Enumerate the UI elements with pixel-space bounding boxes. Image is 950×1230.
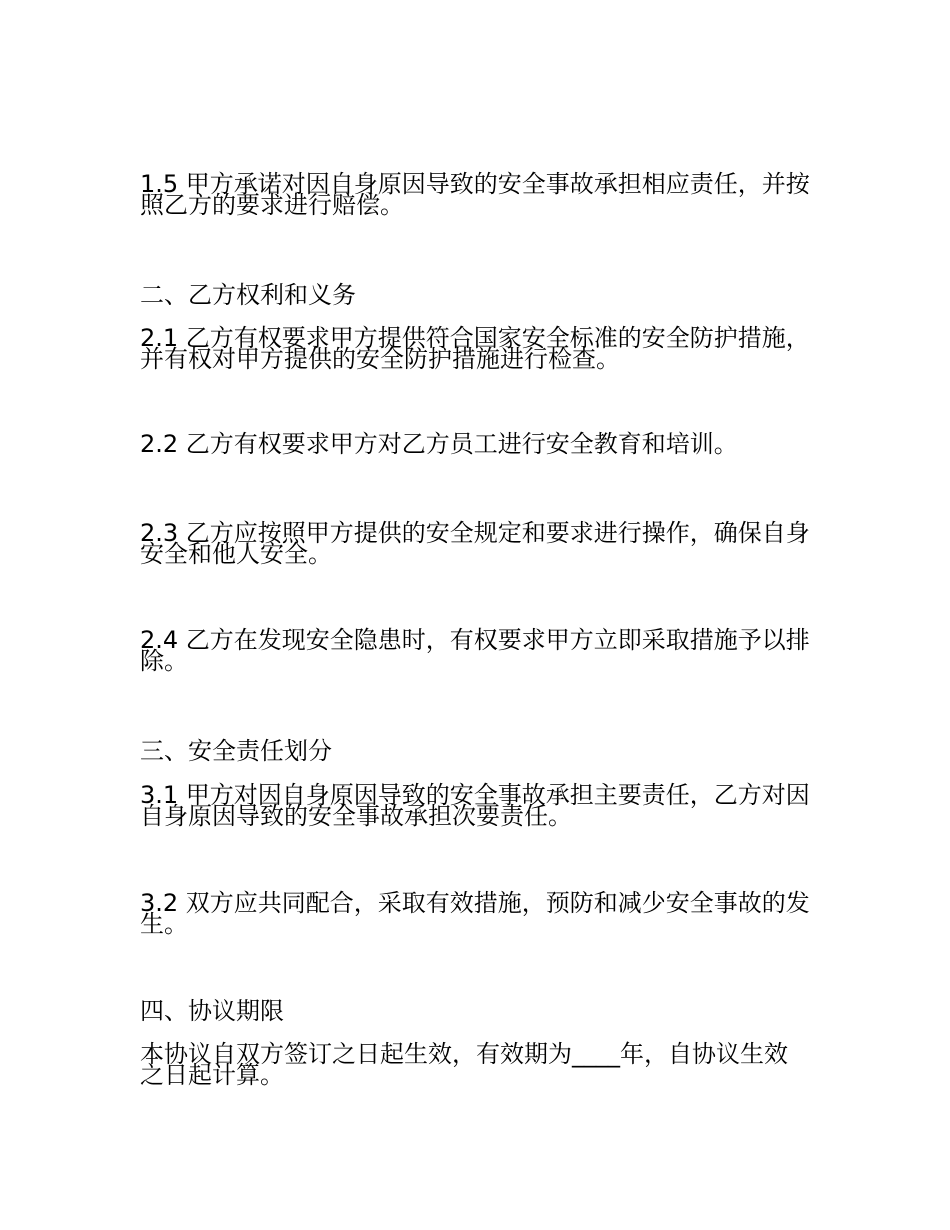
clause-4-term: 本协议自双方签订之日起生效，有效期为____年，自协议生效之日起计算。	[140, 1040, 788, 1089]
clause-2-4: 2.4 乙方在发现安全隐患时，有权要求甲方立即采取措施予以排除。	[140, 626, 810, 675]
clause-3-2: 3.2 双方应共同配合，采取有效措施，预防和减少安全事故的发生。	[140, 889, 810, 938]
clause-2-3: 2.3 乙方应按照甲方提供的安全规定和要求进行操作，确保自身安全和他人安全。	[140, 519, 810, 568]
clause-2-1: 2.1 乙方有权要求甲方提供符合国家安全标准的安全防护措施，并有权对甲方提供的安全防护措施进行检查。	[140, 324, 810, 373]
clause-3-1: 3.1 甲方对因自身原因导致的安全事故承担主要责任，乙方对因自身原因导致的安全事故承担次要责任。	[140, 781, 810, 830]
section-3-heading: 三、安全责任划分	[140, 737, 332, 765]
clause-1-5: 1.5 甲方承诺对因自身原因导致的安全事故承担相应责任，并按照乙方的要求进行赔偿。	[140, 170, 810, 219]
clause-2-2: 2.2 乙方有权要求甲方对乙方员工进行安全教育和培训。	[140, 430, 738, 458]
section-4-heading: 四、协议期限	[140, 997, 284, 1025]
section-2-heading: 二、乙方权利和义务	[140, 281, 356, 309]
